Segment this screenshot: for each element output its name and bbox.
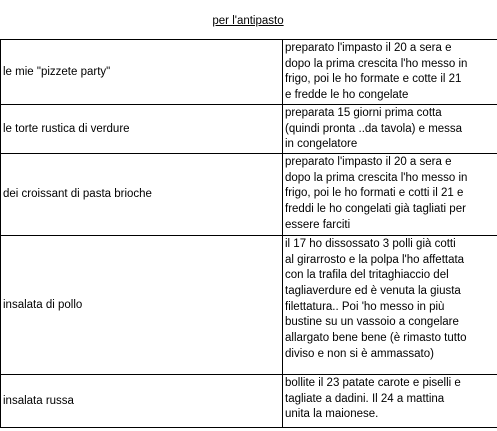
table-row [1,374,497,427]
dish-name-cell: insalata russa [1,374,283,427]
dish-description-cell: bollite il 23 patate carote e piselli e tagliate a dadini. Il 24 a mattina unita la maionese. [283,374,497,427]
table-row [1,153,497,235]
table-row [1,235,497,374]
dish-description-cell: preparata 15 giorni prima cotta (quindi pronta ..da tavola) e messa in congelatore [283,104,497,153]
dish-name-cell: le mie "pizzete party" [1,40,283,105]
dish-description-cell: preparato l'impasto il 20 a sera e dopo la prima crescita l'ho messo in frigo, poi le ho formate e cotte il 21 e fredde le ho congelate [283,40,497,105]
title-row [0,0,496,39]
table-row [1,104,497,153]
dish-description-cell: preparato l'impasto il 20 a sera e dopo la prima crescita l'ho messo in frigo, poi le ho formati e cotti il 21 e freddi le ho congelati già tagliati per essere farciti [283,153,497,235]
dish-name-cell: dei croissant di pasta brioche [1,153,283,235]
dish-name-cell: le torte rustica di verdure [1,104,283,153]
table-row [1,40,497,105]
dish-name-cell: insalata di pollo [1,235,283,374]
menu-table [0,39,497,428]
dish-description-cell: il 17 ho dissossato 3 polli già cotti al girarrosto e la polpa l'ho affettata con la trafila del tritaghiaccio del tagliaverdure ed è venuta la giusta filettatura.. Poi 'ho messo in più bustine su un vassoio a congelare allargato bene bene (è rimasto tutto diviso e non si è ammassato) [283,235,497,374]
page-title: per l'antipasto [212,14,284,27]
